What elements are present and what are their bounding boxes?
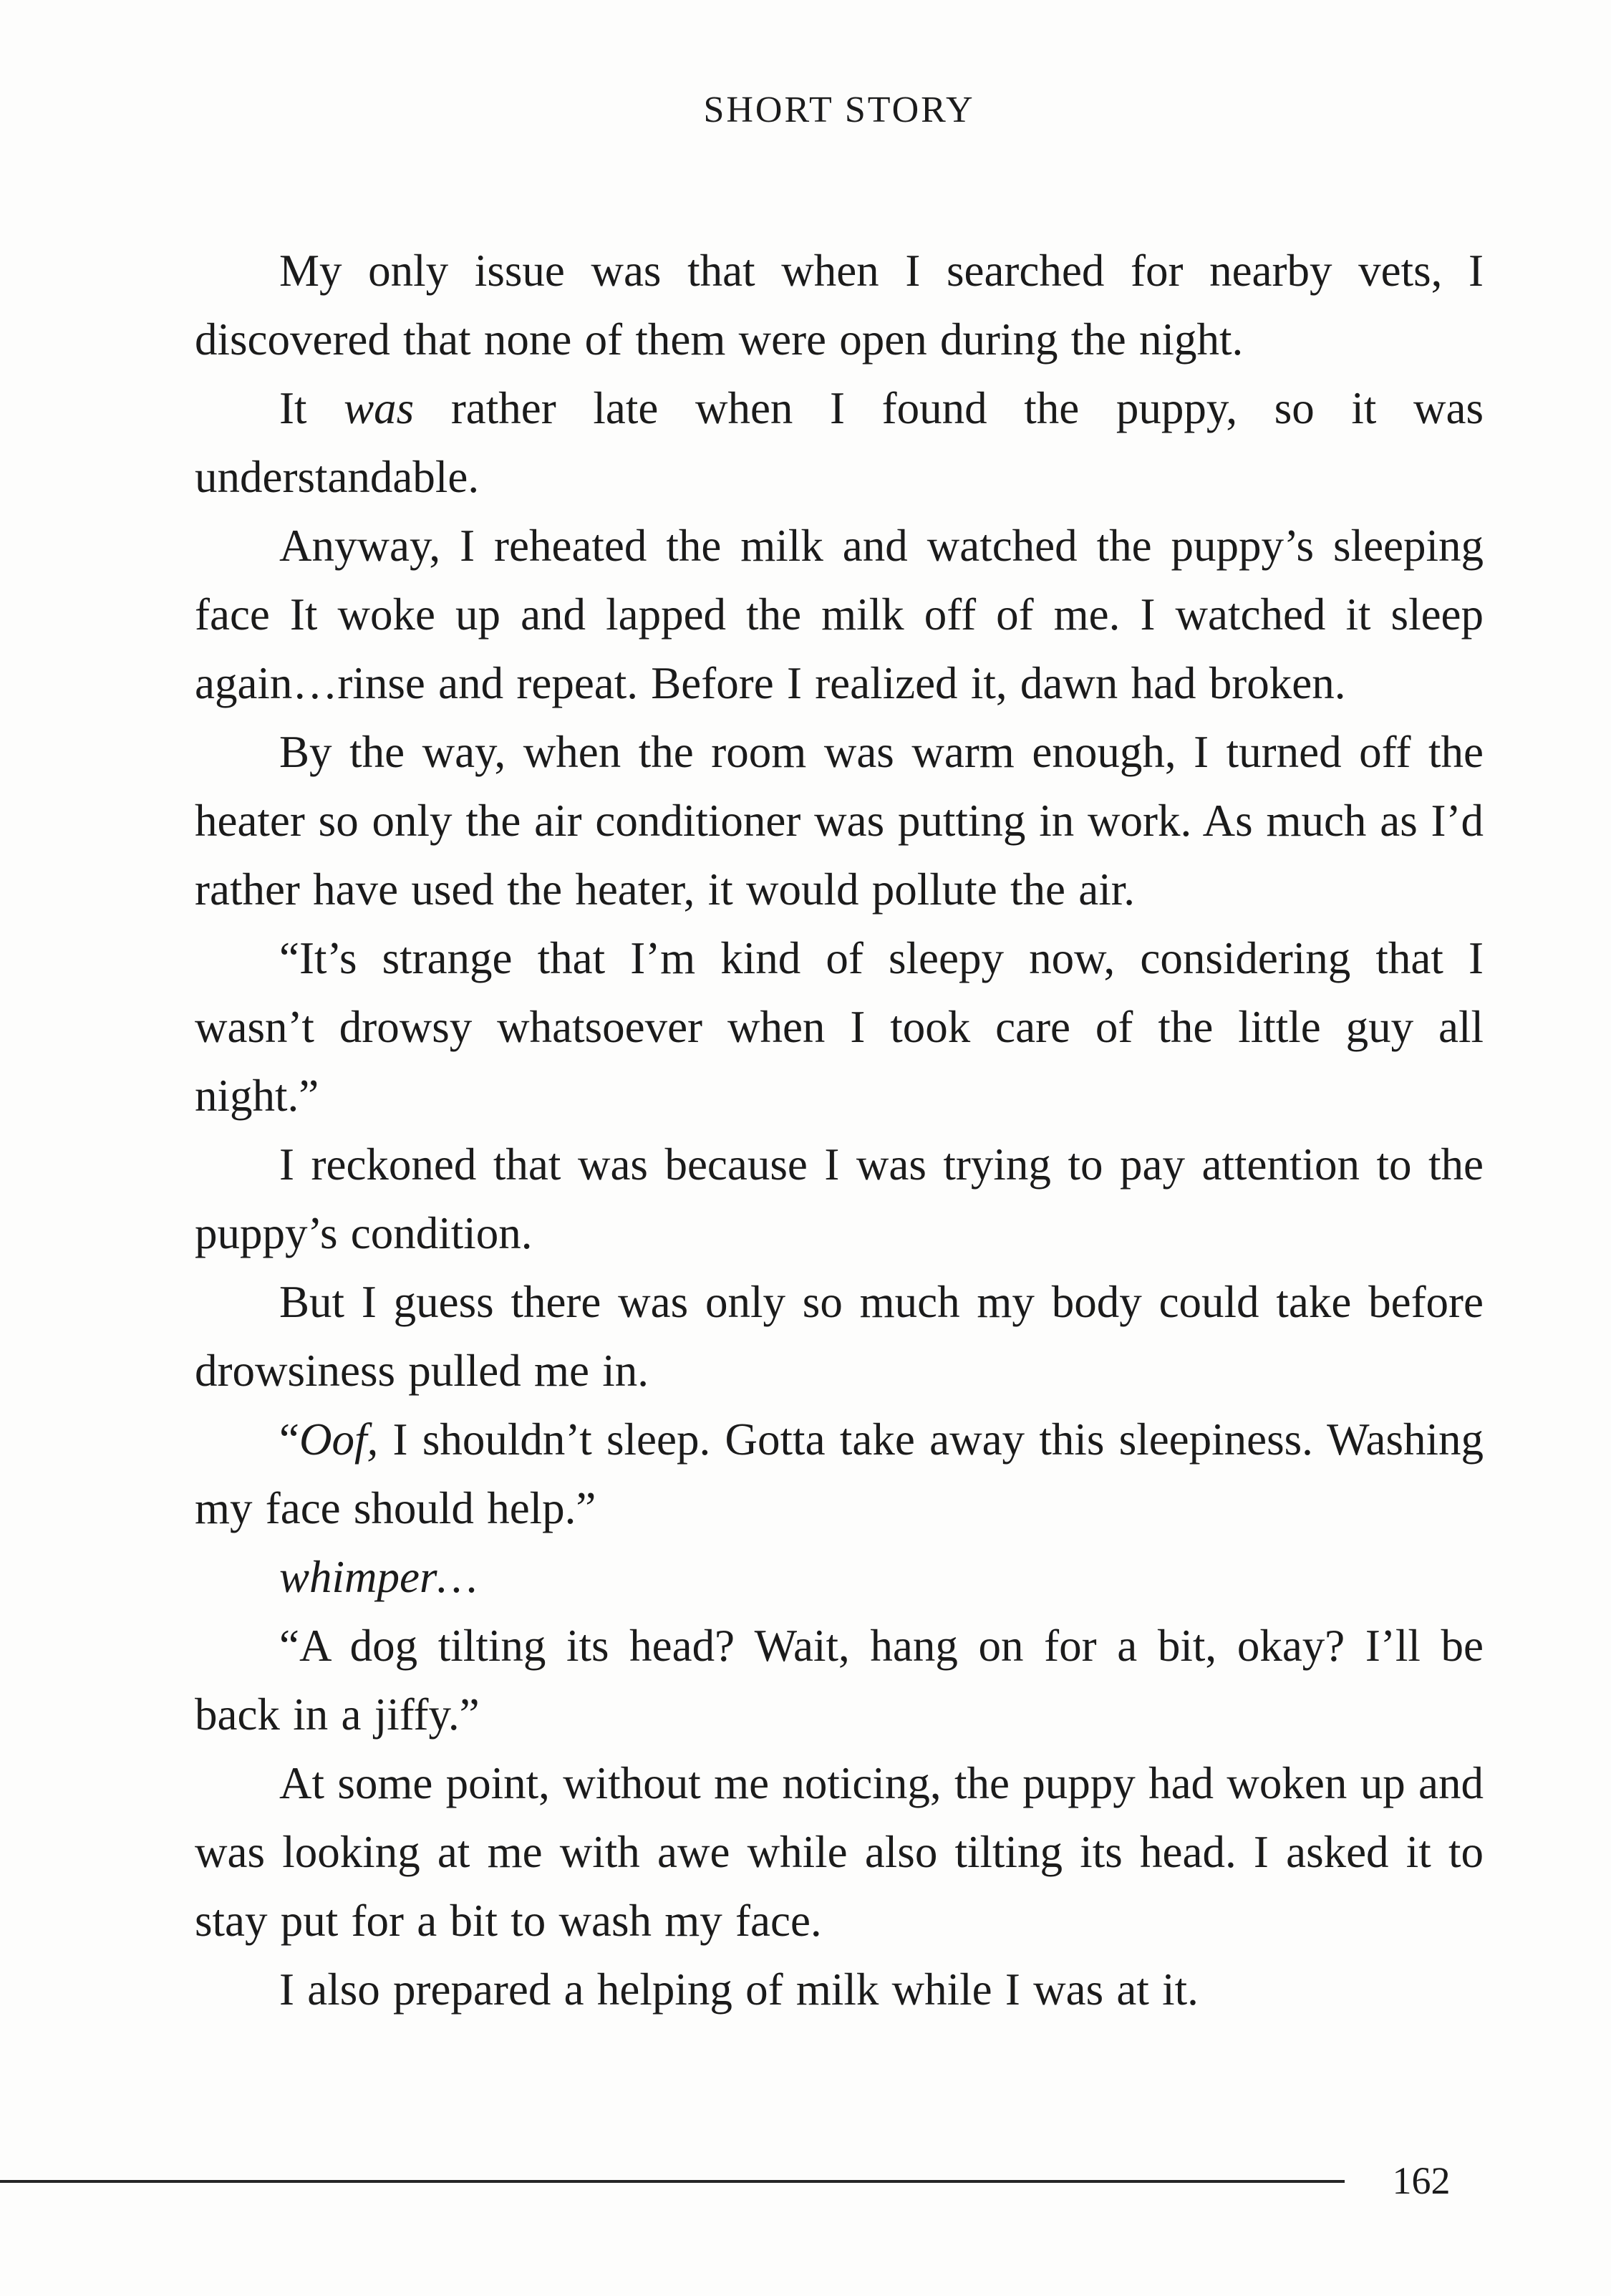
text-segment: But I guess there was only so much my body could take before drowsiness pulled me in. xyxy=(195,1277,1484,1396)
footer-rule xyxy=(0,2180,1345,2183)
italic-segment: Oof, xyxy=(299,1414,379,1465)
text-segment: “A dog tilting its head? Wait, hang on for a bit, okay? I’ll be back in a jiffy.” xyxy=(195,1621,1484,1740)
story-paragraph xyxy=(195,374,1484,511)
running-head: SHORT STORY xyxy=(703,90,975,130)
story-paragraph xyxy=(195,511,1484,718)
text-segment: I reckoned that was because I was trying to pay attention to the puppy’s condition. xyxy=(195,1139,1484,1258)
story-paragraph xyxy=(195,718,1484,924)
text-segment: Anyway, I reheated the milk and watched the puppy’s sleeping face It woke up and lapped the milk off of me. I watched it sleep again…rinse and repeat. Before I realized it, dawn had broken. xyxy=(195,521,1484,708)
text-segment: “It’s strange that I’m kind of sleepy now, considering that I wasn’t drowsy whatsoever when I took care of the little guy all night.” xyxy=(195,933,1484,1121)
story-paragraph xyxy=(195,1955,1484,2024)
story-paragraph xyxy=(195,924,1484,1130)
text-segment: At some point, without me noticing, the puppy had woken up and was looking at me with awe while also tilting its head. I asked it to stay put for a bit to wash my face. xyxy=(195,1758,1484,1946)
page-number: 162 xyxy=(1392,2159,1451,2202)
text-segment: I shouldn’t sleep. Gotta take away this sleepiness. Washing my face should help.” xyxy=(195,1414,1484,1533)
italic-segment: whimper… xyxy=(279,1552,478,1602)
story-paragraph xyxy=(195,1611,1484,1749)
story-paragraph xyxy=(195,1405,1484,1543)
text-segment: By the way, when the room was warm enough, I turned off the heater so only the air conditioner was putting in work. As much as I’d rather have used the heater, it would pollute the air. xyxy=(195,727,1484,915)
story-paragraph xyxy=(195,1268,1484,1405)
story-paragraph xyxy=(195,1749,1484,1955)
story-paragraph xyxy=(195,1130,1484,1268)
story-paragraph xyxy=(195,236,1484,374)
text-segment: It xyxy=(279,383,344,433)
text-segment: I also prepared a helping of milk while I was at it. xyxy=(279,1964,1199,2015)
italic-segment: was xyxy=(344,383,415,433)
text-segment: My only issue was that when I searched for nearby vets, I discovered that none of them were open during the night. xyxy=(195,246,1484,365)
text-segment: “ xyxy=(279,1414,299,1465)
story-paragraph xyxy=(195,1543,1484,1611)
text-segment: rather late when I found the puppy, so it was understandable. xyxy=(195,383,1484,502)
story-text xyxy=(195,236,1484,2024)
